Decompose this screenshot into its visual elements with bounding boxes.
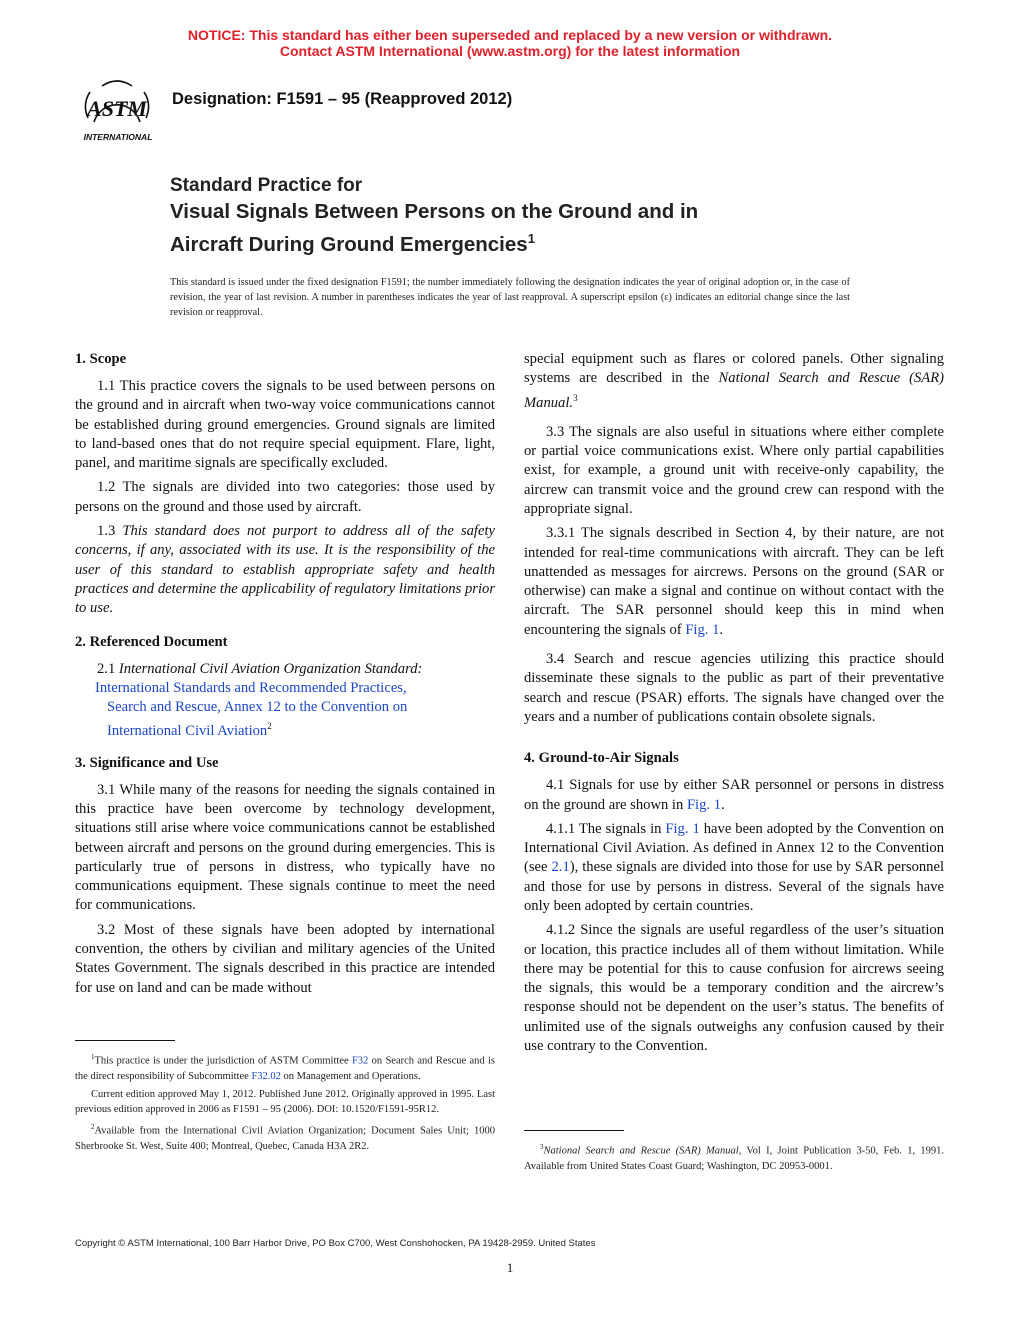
notice-line-2: Contact ASTM International (www.astm.org) for the latest information [279,43,741,59]
section-1-heading: 1. Scope [75,351,127,367]
right-column [524,350,944,1061]
para-1-2: 1.2 The signals are divided into two categories: those used by persons on the ground and those used by aircraft. [75,479,495,515]
para-4-1-1 [524,820,944,916]
footnote-3-ref: 3 [573,392,578,403]
footnote-2-text: Available from the International Civil Aviation Organization; Document Sales Unit; 1000 Sherbrooke St. West, Suite 400; Montreal, Quebec, Canada H3A 2R2. [75,1125,495,1152]
para-3-4: 3.4 Search and rescue agencies utilizing this practice should disseminate these signals to the public as part of their preventative search and rescue (PSAR) efforts. The signals have changed over the years and a number of publications contain obsolete signals. [524,651,944,725]
footnote-2-mark: 2 [91,1122,95,1131]
footnote-1-mark: 1 [91,1053,95,1061]
footnote-1-text-b: on Search and Rescue and is the direct responsibility of Subcommittee [75,1055,495,1082]
left-footnote-rule [75,1040,175,1041]
fig-1-link-a[interactable]: Fig. 1 [685,621,720,638]
para-4-1-1-text-c: ), these signals are divided into those for use by SAR personnel and those for use by persons in distress. Several of the signals have only been adopted by certain countries. [524,859,944,914]
right-footnotes [524,1140,944,1177]
para-3-3-1-end: . [719,621,724,638]
logo-text: ASTM [87,96,147,121]
notice-line-1: NOTICE: This standard has either been superseded and replaced by a new version or withdrawn. [187,27,833,43]
astm-logo [72,74,162,144]
ref-num: 2.1 [97,660,116,677]
designation: Designation: F1591 – 95 (Reapproved 2012) [172,90,513,108]
footnote-2 [75,1120,495,1155]
ref-org: International Civil Aviation Organization Standard: [118,660,423,677]
para-1-3-num: 1.3 [97,523,116,540]
copyright-line: Copyright © ASTM International, 100 Barr Harbor Drive, PO Box C700, West Conshohocken, PA 19428-2959. United States [75,1238,596,1249]
footnote-3-text: Vol I, Joint Publication 3-50, Feb. 1, 1991. Available from United States Coast Guard; Washington, DC 20953-0001. [524,1145,944,1172]
left-footnotes [75,1050,495,1156]
para-3-1: 3.1 While many of the reasons for needing the signals contained in this practice have been overcome by technology development, situations still arise where voice communications cannot be established between aircraft and persons on the ground during emergencies. This is particularly true of persons in distress, who typically have no communications equipment. These signals continue to meet the need for communications. [75,781,495,914]
footnote-1-link-f3202[interactable]: F32.02 [251,1071,281,1082]
fig-1-link-c[interactable]: Fig. 1 [665,820,700,837]
ref-link-line-3 [75,717,495,741]
para-4-1-end: . [721,796,725,813]
reference-2-1 [75,660,495,742]
ref-link-line-1[interactable]: International Standards and Recommended Practices, [95,679,407,696]
para-4-1-1-text-b: have been adopted by the Convention on International Civil Aviation. As defined in Annex 12 to the Convention (see [524,820,944,876]
ref-link-line-2[interactable]: Search and Rescue, Annex 12 to the Convention on [107,699,408,716]
para-1-3 [75,522,495,618]
issued-note: This standard is issued under the fixed designation F1591; the number immediately following the designation indicates the year of original adoption or, in the case of revision, the year of last revision. A number in parentheses indicates the year of last reapproval. A superscript epsilon (ε) indicates an editorial change since the last revision or reapproval. [170,277,850,318]
para-3-3-1-text: 3.3.1 The signals described in Section 4, by their nature, are not intended for real-time communications with aircraft. They can be left unattended as messages for aircrews. Persons on the ground (SAR or otherwise) can make a signal and continue on without contact with the aircraft. The SAR personnel should keep this in mind when encountering the signals of [524,525,944,638]
ref-footnote-mark: 2 [267,721,272,732]
footnote-3-title: National Search and Rescue (SAR) Manual, [543,1145,742,1157]
para-1-1: 1.1 This practice covers the signals to be used between persons on the ground and in aircraft when two-way voice communications cannot be established during ground emergencies. Ground signals are limited to land-based ones that do not require special equipment. Flare, light, panel, and maritime signals are specifically excluded. [75,378,495,472]
footnote-1-link-f32[interactable]: F32 [351,1055,369,1067]
title-line-3 [170,225,890,258]
right-footnote-rule [524,1130,624,1131]
para-3-2: 3.2 Most of these signals have been adopted by international convention, the others by civilian and military agencies of the United States Government. The signals described in this practice are intended for use on land and can be made without [75,921,495,996]
ref-org-line [75,660,495,679]
logo-subtext: INTERNATIONAL [83,132,153,142]
footnote-1-edition: Current edition approved May 1, 2012. Published June 2012. Originally approved in 1995. Last previous edition approved in 2006 as F1591 – 95 (2006). DOI: 10.1520/F1591-95R12. [75,1088,495,1115]
para-3-2-continued [524,350,944,413]
footnote-1-text-a: This practice is under the jurisdiction of ASTM Committee [94,1055,352,1067]
footnote-1-text-c: on Management and Operations. [280,1071,421,1082]
title-line-3-text: Aircraft During Ground Emergencies [170,232,528,256]
section-2-1-link[interactable]: 2.1 [551,859,570,876]
para-4-1-text: 4.1 Signals for use by either SAR personnel or persons in distress on the ground are shown in [524,777,944,813]
para-3-2-cont-text: special equipment such as flares or colored panels. Other signaling systems are described in the [524,351,944,387]
footnote-3-mark: 3 [540,1143,544,1151]
page-number: 1 [506,1260,514,1275]
title-line-1: Standard Practice for [170,175,363,196]
document-title [170,174,890,258]
para-4-1-2: 4.1.2 Since the signals are useful regardless of the user’s situation or location, this practice includes all of them without limitation. While there may be potential for this to cause confusion for aircrews seeing the signals, this would be a temporary condition and the aircrew’s response should not be dependent on the user’s status. The benefits of unlimited use of the signals outweighs any confusion caused by their use contrary to the Convention. [524,922,944,1055]
title-footnote-mark: 1 [527,231,535,246]
title-line-2: Visual Signals Between Persons on the Ground and in [170,200,699,223]
left-column [75,350,495,1003]
ref-link-3[interactable]: International Civil Aviation [107,723,268,740]
para-3-3-1 [524,524,944,640]
para-3-3: 3.3 The signals are also useful in situations where either complete or partial voice communications exist. Where only partial capabilities exist, for example, a ground unit with receive-only capability, the aircrew can transmit voice and the ground crew can respond with the appropriate signal. [524,423,944,517]
para-1-3-text: This standard does not purport to address all of the safety concerns, if any, associated with its use. It is the responsibility of the user of this standard to establish appropriate safety and health practices and determine the applicability of regulatory limitations prior to use. [75,523,495,617]
para-4-1-1-text-a: 4.1.1 The signals in [546,820,666,837]
section-2-heading: 2. Referenced Document [75,633,228,650]
notice-banner [0,27,1020,59]
sar-manual-title: National Search and Rescue (SAR) Manual. [524,370,944,411]
footnote-1 [75,1050,495,1085]
fig-1-link-b[interactable]: Fig. 1 [686,796,721,813]
footnote-3 [524,1140,944,1175]
section-3-heading: 3. Significance and Use [75,754,219,771]
para-4-1 [524,776,944,815]
section-4-heading: 4. Ground-to-Air Signals [524,750,679,767]
